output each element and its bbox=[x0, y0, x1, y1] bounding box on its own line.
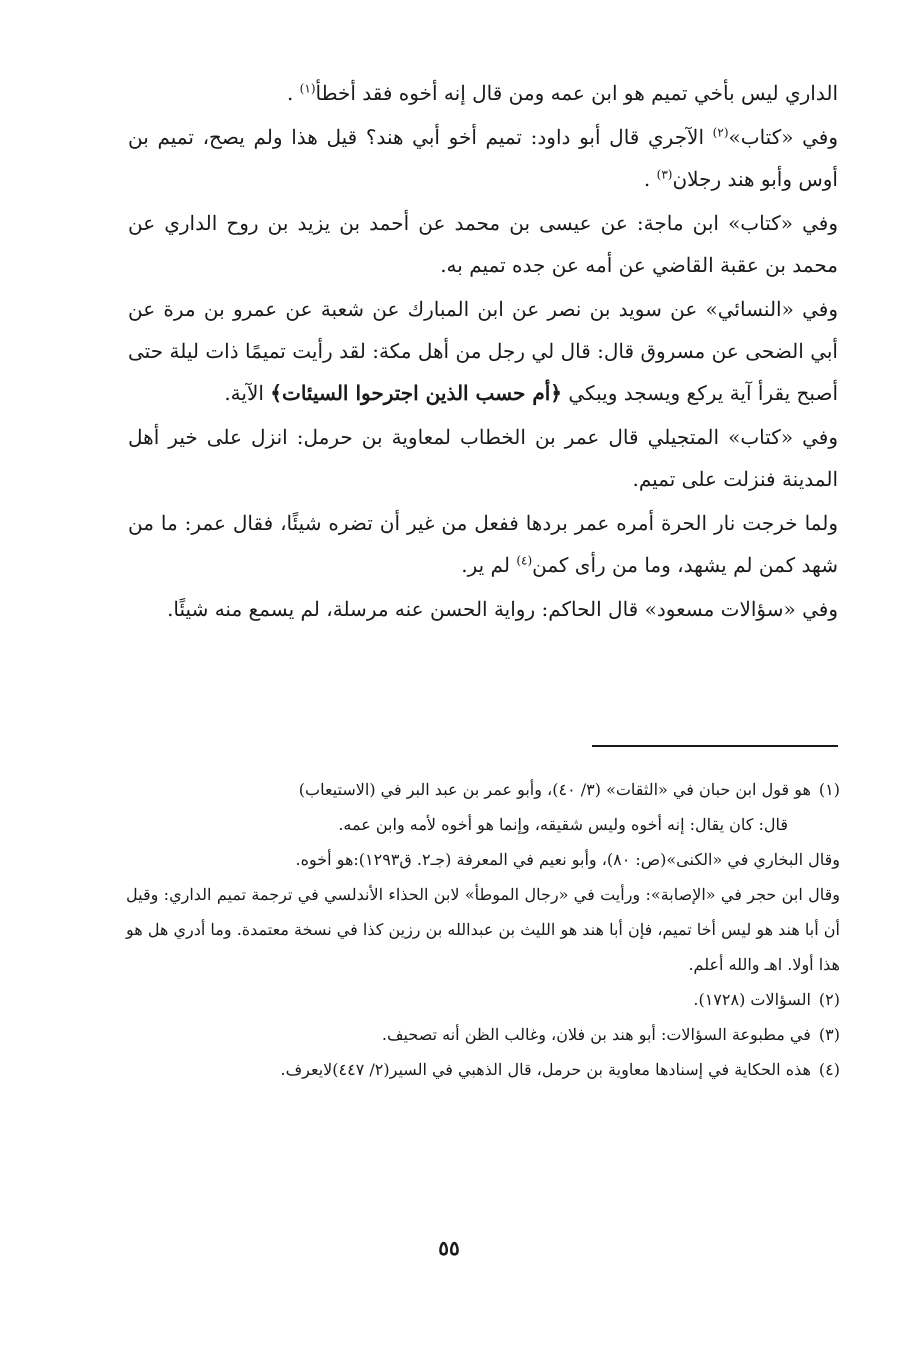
paragraph-4: وفي «النسائي» عن سويد بن نصر عن ابن المبارك عن شعبة عن عمرو بن مرة عن أبي الضحى عن مسروق قال: قال لي رجل من أهل مكة: لقد رأيت تميمًا ذات ليلة حتى أصبح يقرأ آية يركع ويسجد ويبكي ﴿أم حسب الذين اجترحوا السيئات﴾ الآية. bbox=[128, 297, 838, 405]
footnote-ref-2[interactable]: (٢) bbox=[712, 125, 729, 140]
footnote-1: (١)هو قول ابن حبان في «الثقات» (٣/ ٤٠)، وأبو عمر بن عبد البر في (الاستيعاب) bbox=[126, 772, 840, 807]
paragraph-1: الداري ليس بأخي تميم هو ابن عمه ومن قال إنه أخوه فقد أخطأ$^{(١)}$ . bbox=[286, 81, 838, 105]
footnote-number: (٣) bbox=[818, 1025, 840, 1044]
footnote-3: (٣)في مطبوعة السؤالات: أبو هند بن فلان، وغالب الظن أنه تصحيف. bbox=[126, 1017, 840, 1052]
paragraph-7: وفي «سؤالات مسعود» قال الحاكم: رواية الحسن عنه مرسلة، لم يسمع منه شيئًا. bbox=[167, 597, 838, 621]
quran-verse: ﴿أم حسب الذين اجترحوا السيئات﴾ bbox=[270, 381, 563, 405]
paragraph-5: وفي «كتاب» المتجيلي قال عمر بن الخطاب لمعاوية بن حرمل: انزل على خير أهل المدينة فنزلت على تميم. bbox=[128, 425, 838, 491]
footnote-ref-1[interactable]: (١) bbox=[299, 81, 316, 96]
footnote-1-line-2: قال: كان يقال: إنه أخوه وليس شقيقه، وإنما هو أخوه لأمه وابن عمه. bbox=[338, 815, 788, 834]
footnote-4: (٤)هذه الحكاية في إسنادها معاوية بن حرمل، قال الذهبي في السير(٢/ ٤٤٧)لايعرف. bbox=[126, 1052, 840, 1087]
footnote-ref-4[interactable]: (٤) bbox=[516, 553, 533, 568]
paragraph-2: وفي «كتاب»$^{(٢)}$ الآجري قال أبو داود: تميم أخو أبي هند؟ قيل هذا ولم يصح، تميم بن أوس وأبو هند رجلان$^{(٣)}$ . bbox=[128, 125, 838, 191]
footnote-divider bbox=[592, 745, 838, 747]
paragraph-6: ولما خرجت نار الحرة أمره عمر بردها ففعل من غير أن تضره شيئًا، فقال عمر: ما من شهد كمن لم يشهد، وما من رأى كمن$^{(٤)}$ لم ير. bbox=[128, 511, 838, 577]
footnote-1-line-4: وقال ابن حجر في «الإصابة»: ورأيت في «رجال الموطأ» لابن الحذاء الأندلسي في ترجمة تميم الداري: وقيل أن أبا هند هو ليس أخا تميم، فإن أبا هند هو الليث بن عبدالله بن رزين كذا في نسخة معتمدة. وما أدري هل هو هذا أولا. اهـ والله أعلم. bbox=[126, 885, 841, 974]
footnote-1-line-3: وقال البخاري في «الكنى»(ص: ٨٠)، وأبو نعيم في المعرفة (جـ٢. ق١٢٩٣):هو أخوه. bbox=[295, 850, 840, 869]
footnotes-block bbox=[126, 772, 840, 1087]
footnote-ref-3[interactable]: (٣) bbox=[656, 167, 673, 182]
footnote-number: (٢) bbox=[818, 990, 840, 1009]
main-text-block bbox=[128, 72, 838, 630]
paragraph-3: وفي «كتاب» ابن ماجة: عن عيسى بن محمد عن أحمد بن يزيد بن روح الداري عن محمد بن عقبة القاضي عن أمه عن جده تميم به. bbox=[128, 211, 838, 277]
footnote-number: (١) bbox=[818, 780, 840, 799]
page-number: ٥٥ bbox=[438, 1236, 460, 1260]
footnote-number: (٤) bbox=[818, 1060, 840, 1079]
footnote-2: (٢)السؤالات (١٧٢٨). bbox=[126, 982, 840, 1017]
